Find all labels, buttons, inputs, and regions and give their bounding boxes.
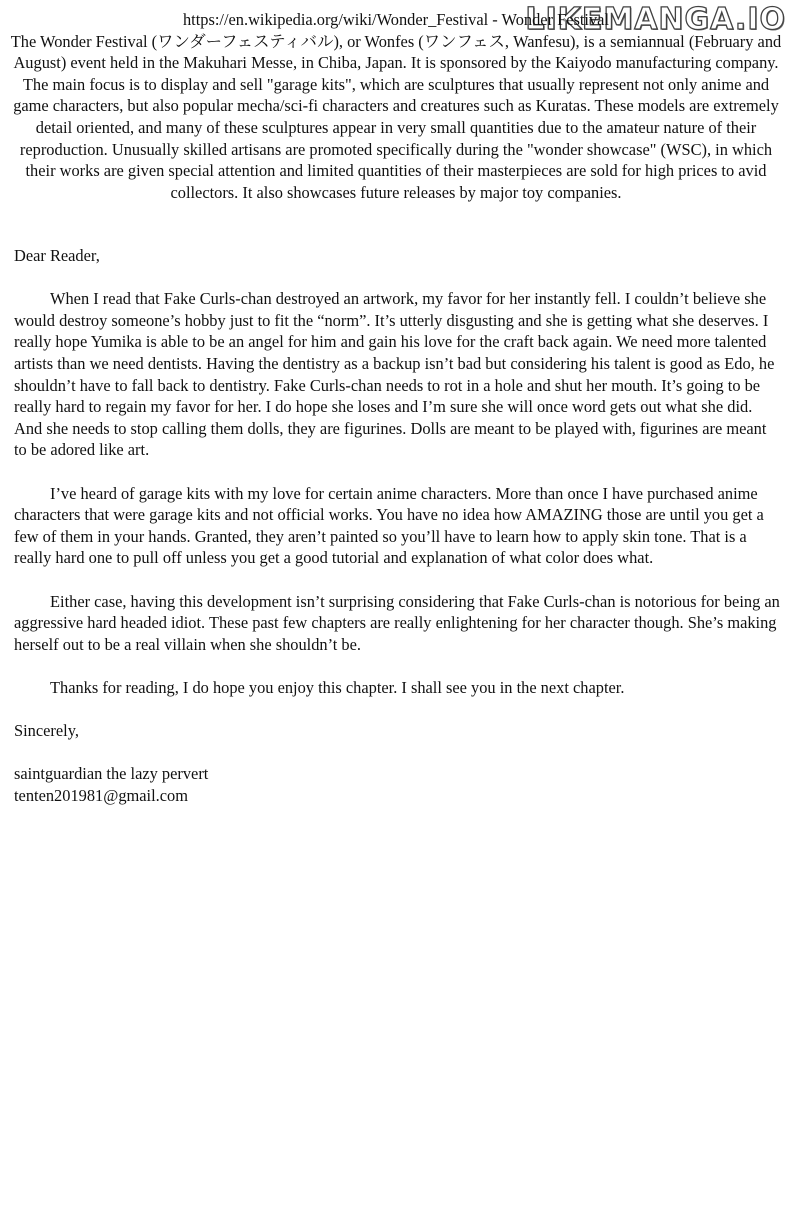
letter-body — [14, 245, 780, 806]
letter-paragraph: When I read that Fake Curls-chan destroyed an artwork, my favor for her instantly fell. I couldn’t believe she would destroy someone’s hobby just to fit the “norm”. It’s utterly disgusting and she is getting what she deserves. I really hope Yumika is able to be an angel for him and gain his love for the craft back again. We need more talented artists than we need dentists. Having the dentistry as a backup isn’t bad but considering his talent is good as Edo, he shouldn’t have to fall back to dentistry. Fake Curls-chan needs to rot in a hole and shut her mouth. It’s going to be really hard to regain my favor for her. I do hope she loses and I’m sure she will once word gets out what she did. And she needs to stop calling them dolls, they are figurines. Dolls are meant to be played with, figurines are meant to be adored like art. — [14, 289, 775, 460]
festival-description: The Wonder Festival (ワンダーフェスティバル), or Wonfes (ワンフェス, Wanfesu), is a semiannual (February and August) event held in the Makuhari Messe, in Chiba, Japan. It is sponsored by the Kaiyodo manufacturing company. The main focus is to display and sell "garage kits", which are sculptures that usually represent not only anime and game characters, but also popular mecha/sci-fi characters and creatures such as Kuratas. These models are extremely detail oriented, and many of these sculptures appear in very small quantities due to the amateur nature of their reproduction. Unusually skilled artisans are promoted specifically during the "wonder showcase" (WSC), in which their works are given special attention and limited quantities of their masterpieces are sold for high prices to avid collectors. It also showcases future releases by major toy companies. — [10, 31, 782, 202]
letter-paragraph: Thanks for reading, I do hope you enjoy this chapter. I shall see you in the next chapter. — [50, 677, 625, 697]
source-line: https://en.wikipedia.org/wiki/Wonder_Festival - Wonder Festival — [182, 10, 610, 29]
signature-name: saintguardian the lazy pervert — [14, 764, 209, 784]
signature-email: tenten201981@gmail.com — [14, 785, 188, 805]
header-block — [10, 9, 782, 203]
letter-closing: Sincerely, — [14, 721, 79, 741]
letter-paragraph: I’ve heard of garage kits with my love for certain anime characters. More than once I have purchased anime characters that were garage kits and not official works. You have no idea how AMAZING those are until you get a few of them in your hands. Granted, they aren’t painted so you’ll have to learn how to apply skin tone. That is a really hard one to pull off unless you get a good tutorial and explanation of what color does what. — [14, 483, 764, 568]
letter-paragraph: Either case, having this development isn’t surprising considering that Fake Curls-chan is notorious for being an aggressive hard headed idiot. These past few chapters are really enlightening for her character though. She’s making herself out to be a real villain when she shouldn’t be. — [14, 591, 780, 654]
watermark-logo: LIKEMANGA.IO — [525, 2, 786, 37]
letter-greeting: Dear Reader, — [14, 246, 100, 265]
